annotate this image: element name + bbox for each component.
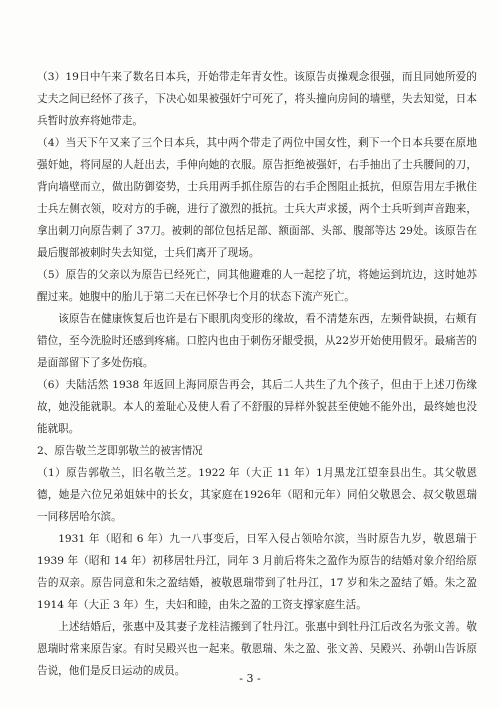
paragraph-4: （4）当天下午又来了三个日本兵，其中两个带走了两位中国女性，剩下一个日本兵要在原地强奸她，将同屋的人赶出去，手伸向她的衣服。原告拒绝被强奸，右手抽出了士兵腰间的刀，背向墙壁而立，做出防御姿势，士兵用两手抓住原告的右手企图阻止抵抗，但原告用左手揪住士兵左侧衣领，咬对方的手碗，进行了激烈的抵抗。士兵大声求援，两个士兵听到声音跑来，拿出刺刀向原告刺了 37刀。被刺的部位包括足部、额面部、头部、腹部等达 29处。该原告在最后腹部被刺时失去知觉，士兵们离开了现场。 bbox=[37, 137, 477, 259]
section-heading: 2、原告敬兰芝即郭敬兰的被害情况 bbox=[37, 445, 203, 457]
paragraph-5: （5）原告的父亲以为原告已经死亡，同其他避难的人一起挖了坑，将她运到坑边，这时她苏醒过来。她腹中的胎儿于第二天在已怀孕七个月的状态下流产死亡。 bbox=[37, 269, 477, 303]
paragraph-3: （3）19日中午来了数名日本兵，开始带走年青女性。该原告贞操观念很强，而且同她所爱的丈夫之间已经怀了孩子，下决心如果被强奸宁可死了，将头撞向房间的墙壁，失去知觉，日本兵暂时放弃将她带走。 bbox=[37, 71, 477, 127]
page-number: - 3 - bbox=[239, 672, 261, 685]
paragraph-2-2: 1931 年（昭和 6 年）九一八事变后，日军入侵占领哈尔滨，当时原告九岁，敬恩瑞于 1939 年（昭和 14 年）初移居牡丹江，同年 3 月前后将朱之盈作为原告的结婚对象介绍给原告的双亲。原告同意和朱之盈结婚，被敬恩瑞带到了牡丹江，17 岁和朱之盈结了婚。朱之盈 1914 年（大正 3 年）生，夫妇和睦，由朱之盈的工资支撑家庭生活。 bbox=[37, 533, 477, 611]
paragraph-6: （6）夫陆活然 1938 年返回上海同原告再会，其后二人共生了九个孩子，但由于上述刀伤缘故，她没能就职。本人的羞耻心及使人看了不舒服的异样外貌甚至使她不能外出，最终她也没能就职。 bbox=[37, 379, 477, 435]
paragraph-2-3: 上述结婚后，张惠中及其妻子龙桂洁搬到了牡丹江。张惠中到牡丹江后改名为张文善。敬恩瑞时常来原告家。有时吴殿兴也一起来。敬恩瑞、朱之盈、张文善、吴殿兴、孙朝山告诉原告说，他们是反日运动的成员。 bbox=[37, 621, 477, 677]
paragraph-2-1: （1）原告郭敬兰，旧名敬兰芝。1922 年（大正 11 年）1月黑龙江望奎县出生。其父敬恩德，她是六位兄弟姐妹中的长女，其家庭在1926年（昭和元年）同伯父敬恩会、叔父敬恩瑞一同移居哈尔滨。 bbox=[37, 467, 477, 523]
paragraph-injuries: 该原告在健康恢复后也许是右下眼肌肉变形的缘故，看不清楚东西，左频骨缺损，右颊有错位，至今洗脸时还感到疼痛。口腔内也由于刺伤牙龈受损，从22岁开始使用假牙。最痛苦的是面部留下了多处伤痕。 bbox=[37, 313, 477, 369]
document-body bbox=[37, 66, 477, 682]
